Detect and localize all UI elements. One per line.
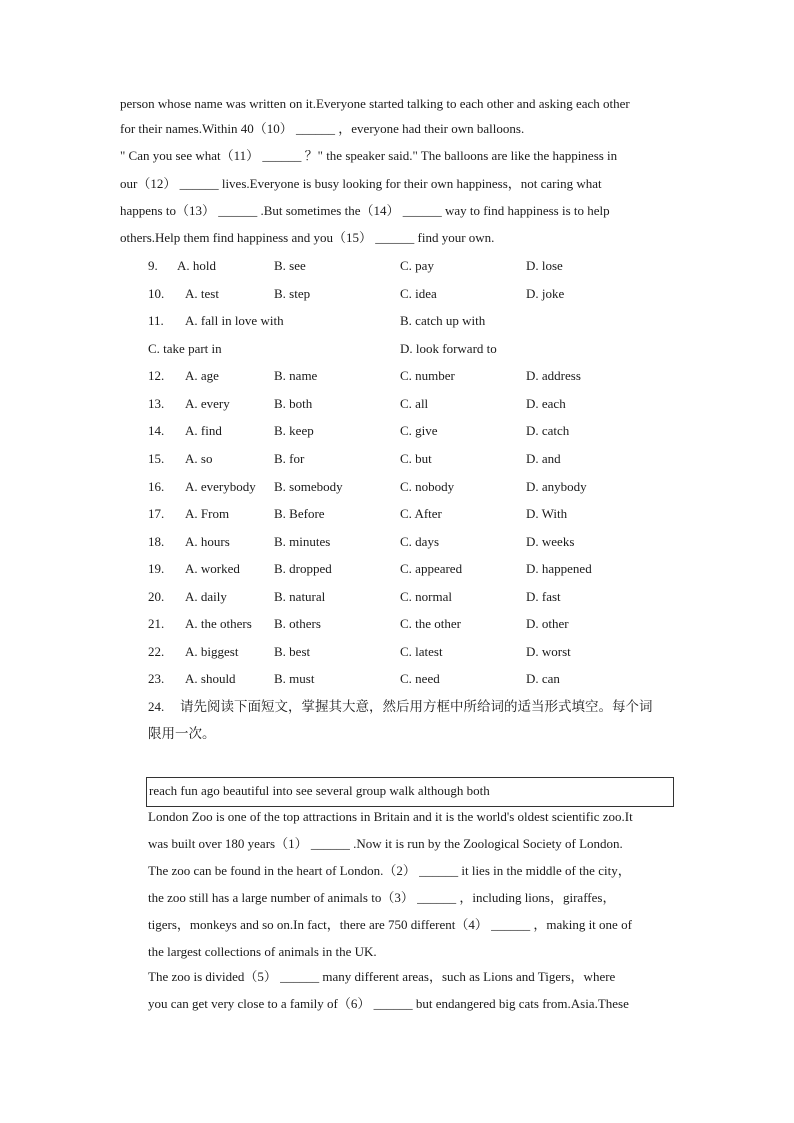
question-number: 12. xyxy=(148,368,165,383)
answer-option[interactable]: D. can xyxy=(526,671,560,686)
question-number: 24. xyxy=(148,699,165,714)
answer-option[interactable]: B. natural xyxy=(274,589,326,604)
passage-line: " Can you see what（11） ______ ？" the speaker said." The balloons are like the happiness in xyxy=(120,148,618,163)
instruction-text: 限用一次。 xyxy=(148,726,216,742)
instruction-text: 请先阅读下面短文，掌握其大意，然后用方框中所给词的适当形式填空。每个词 xyxy=(180,699,653,715)
question-number: 14. xyxy=(148,423,165,438)
answer-option[interactable]: B. keep xyxy=(274,423,314,438)
question-number: 10. xyxy=(148,286,165,301)
answer-option[interactable]: D. fast xyxy=(526,589,561,604)
answer-option[interactable]: C. appeared xyxy=(400,561,463,576)
question-number: 9. xyxy=(148,258,158,273)
answer-option[interactable]: B. best xyxy=(274,644,311,659)
answer-option[interactable]: C. nobody xyxy=(400,479,455,494)
answer-option[interactable]: D. catch xyxy=(526,423,570,438)
word-box xyxy=(146,777,674,807)
passage-line: The zoo is divided（5） ______ many different areas，such as Lions and Tigers，where xyxy=(148,969,616,984)
passage-line: tigers，monkeys and so on.In fact，there are 750 different（4） ______ ，making it one of xyxy=(148,917,632,932)
answer-option[interactable]: A. hold xyxy=(177,258,216,273)
question-number: 17. xyxy=(148,506,165,521)
passage-line: our（12） ______ lives.Everyone is busy looking for their own happiness，not caring what xyxy=(120,176,602,191)
answer-option[interactable]: C. latest xyxy=(400,644,443,659)
answer-option[interactable]: A. so xyxy=(185,451,213,466)
answer-option[interactable]: B. step xyxy=(274,286,311,301)
answer-option[interactable]: B. both xyxy=(274,396,313,411)
answer-option[interactable]: D. anybody xyxy=(526,479,587,494)
answer-option[interactable]: D. and xyxy=(526,451,561,466)
answer-option[interactable]: C. take part in xyxy=(148,341,222,356)
answer-option[interactable]: D. happened xyxy=(526,561,592,576)
answer-option[interactable]: C. idea xyxy=(400,286,437,301)
answer-option[interactable]: B. Before xyxy=(274,506,325,521)
question-number: 23. xyxy=(148,671,165,686)
answer-option[interactable]: D. weeks xyxy=(526,534,575,549)
passage-line: was built over 180 years（1） ______ .Now it is run by the Zoological Society of London. xyxy=(148,836,623,851)
passage-line: others.Help them find happiness and you（15） ______ find your own. xyxy=(120,230,495,245)
answer-option[interactable]: D. address xyxy=(526,368,581,383)
answer-option[interactable]: A. worked xyxy=(185,561,240,576)
answer-option[interactable]: D. joke xyxy=(526,286,565,301)
question-number: 19. xyxy=(148,561,165,576)
passage-line: the zoo still has a large number of animals to（3） ______ ，including lions，giraffes， xyxy=(148,890,616,905)
question-number: 22. xyxy=(148,644,165,659)
answer-option[interactable]: B. name xyxy=(274,368,318,383)
answer-option[interactable]: A. test xyxy=(185,286,219,301)
answer-option[interactable]: C. number xyxy=(400,368,455,383)
answer-option[interactable]: A. biggest xyxy=(185,644,239,659)
answer-option[interactable]: A. age xyxy=(185,368,219,383)
answer-option[interactable]: C. all xyxy=(400,396,429,411)
answer-option[interactable]: C. normal xyxy=(400,589,452,604)
answer-option[interactable]: C. need xyxy=(400,671,440,686)
passage-line: happens to（13） ______ .But sometimes the（14） ______ way to find happiness is to help xyxy=(120,203,610,218)
question-number: 13. xyxy=(148,396,165,411)
answer-option[interactable]: B. must xyxy=(274,671,315,686)
answer-option[interactable]: D. lose xyxy=(526,258,563,273)
answer-option[interactable]: B. catch up with xyxy=(400,313,486,328)
answer-option[interactable]: D. With xyxy=(526,506,568,521)
passage-line: The zoo can be found in the heart of London.（2） ______ it lies in the middle of the city， xyxy=(148,863,631,878)
answer-option[interactable]: D. other xyxy=(526,616,569,631)
answer-option[interactable]: A. hours xyxy=(185,534,230,549)
question-number: 21. xyxy=(148,616,165,631)
answer-option[interactable]: B. see xyxy=(274,258,306,273)
passage-line: you can get very close to a family of（6） ______ but endangered big cats from.Asia.These xyxy=(148,996,629,1011)
passage-line: person whose name was written on it.Everyone started talking to each other and asking each other xyxy=(120,96,630,111)
question-number: 18. xyxy=(148,534,165,549)
answer-option[interactable]: A. find xyxy=(185,423,222,438)
question-number: 11. xyxy=(148,313,164,328)
answer-option[interactable]: B. dropped xyxy=(274,561,332,576)
word-box-text: reach fun ago beautiful into see several group walk although both xyxy=(149,783,490,798)
answer-option[interactable]: A. daily xyxy=(185,589,227,604)
answer-option[interactable]: A. should xyxy=(185,671,236,686)
passage-line: for their names.Within 40（10） ______ ，everyone had their own balloons. xyxy=(120,121,525,136)
answer-option[interactable]: A. every xyxy=(185,396,230,411)
passage-line: London Zoo is one of the top attractions in Britain and it is the world's oldest scientific zoo.It xyxy=(148,809,633,824)
answer-option[interactable]: D. each xyxy=(526,396,566,411)
question-number: 20. xyxy=(148,589,165,604)
answer-option[interactable]: A. the others xyxy=(185,616,252,631)
answer-option[interactable]: B. others xyxy=(274,616,321,631)
answer-option[interactable]: B. somebody xyxy=(274,479,343,494)
answer-option[interactable]: D. look forward to xyxy=(400,341,497,356)
answer-option[interactable]: A. fall in love with xyxy=(185,313,284,328)
answer-option[interactable]: A. From xyxy=(185,506,230,521)
answer-option[interactable]: C. give xyxy=(400,423,438,438)
answer-option[interactable]: C. pay xyxy=(400,258,434,273)
answer-option[interactable]: B. minutes xyxy=(274,534,331,549)
passage-line: the largest collections of animals in the UK. xyxy=(148,944,377,959)
answer-option[interactable]: C. the other xyxy=(400,616,462,631)
answer-option[interactable]: C. but xyxy=(400,451,432,466)
answer-option[interactable]: A. everybody xyxy=(185,479,256,494)
answer-option[interactable]: D. worst xyxy=(526,644,571,659)
question-number: 16. xyxy=(148,479,165,494)
question-number: 15. xyxy=(148,451,165,466)
answer-option[interactable]: B. for xyxy=(274,451,305,466)
answer-option[interactable]: C. After xyxy=(400,506,442,521)
answer-option[interactable]: C. days xyxy=(400,534,439,549)
